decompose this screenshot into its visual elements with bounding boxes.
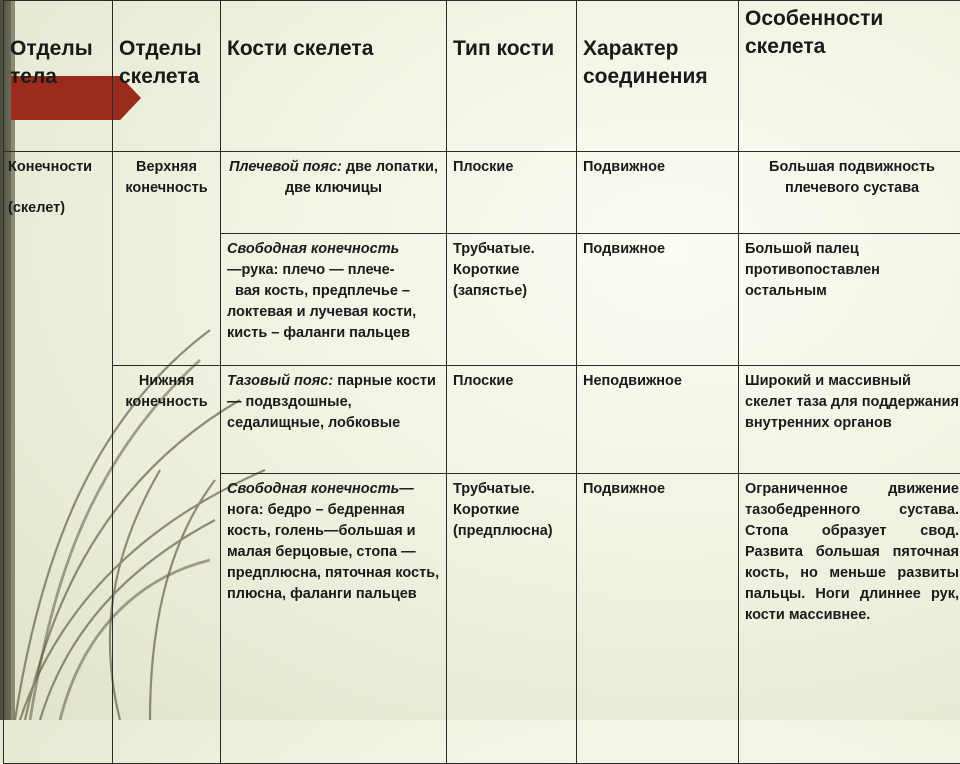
cell-bones	[221, 366, 447, 474]
cell-features: Большая подвижность плечевого сустава	[739, 152, 960, 234]
cell-joint-type: Подвижное	[577, 152, 739, 234]
cell-bone-type: Трубчатые. Короткие (предплюсна)	[447, 474, 577, 764]
cell-features: Большой палец противопоставлен остальным	[739, 234, 960, 366]
cell-bones	[221, 474, 447, 764]
cell-skeleton-part: Верхняя конечность	[113, 152, 221, 366]
cell-bones	[221, 234, 447, 366]
table-header-row	[4, 1, 960, 152]
cell-text: — нога: бедро – бедренная кость, голень—большая и малая берцовые, стопа — предплюсна, пяточная кость, плюсна, фаланги пальцев	[227, 481, 439, 602]
table-row	[4, 152, 960, 234]
cell-text: кисть – фаланги пальцев	[227, 323, 440, 344]
cell-text: Плечевой пояс:	[229, 159, 342, 175]
cell-bone-type: Плоские	[447, 366, 577, 474]
skeleton-table	[3, 0, 960, 764]
cell-text: —рука: плечо — плече-	[227, 260, 440, 281]
cell-joint-type: Подвижное	[577, 234, 739, 366]
cell-text: парные кости — подвздошные, седалищные, лобковые	[227, 373, 436, 431]
cell-text: локтевая и лучевая кости,	[227, 302, 440, 323]
cell-text: Свободная конечность	[227, 481, 399, 497]
cell-text: вая кость, предплечье –	[227, 281, 440, 302]
header-body-parts: Отделы тела	[4, 1, 113, 152]
header-features: Особенности скелета	[739, 1, 960, 152]
header-joint-type: Характер соединения	[577, 1, 739, 152]
table-row	[4, 366, 960, 474]
cell-bone-type: Трубчатые. Короткие (запястье)	[447, 234, 577, 366]
cell-text: Тазовый пояс:	[227, 373, 333, 389]
cell-text: две лопатки, две ключицы	[285, 159, 438, 196]
cell-joint-type: Неподвижное	[577, 366, 739, 474]
cell-body-part	[4, 152, 113, 764]
cell-text: Свободная конечность	[227, 239, 440, 260]
header-bones: Кости скелета	[221, 1, 447, 152]
cell-text: Конечности	[8, 157, 106, 178]
cell-features: Ограниченное движение тазобедренного сустава. Стопа образует свод. Развита большая пяточная кость, но меньше развиты пальцы. Ноги длиннее рук, кости массивнее.	[739, 474, 960, 764]
header-skeleton-parts: Отделы скелета	[113, 1, 221, 152]
cell-features: Широкий и массивный скелет таза для поддержания внутренних органов	[739, 366, 960, 474]
cell-joint-type: Подвижное	[577, 474, 739, 764]
header-bone-type: Тип кости	[447, 1, 577, 152]
cell-skeleton-part: Нижняя конечность	[113, 366, 221, 764]
cell-bones	[221, 152, 447, 234]
cell-text: (скелет)	[8, 198, 106, 219]
cell-bone-type: Плоские	[447, 152, 577, 234]
